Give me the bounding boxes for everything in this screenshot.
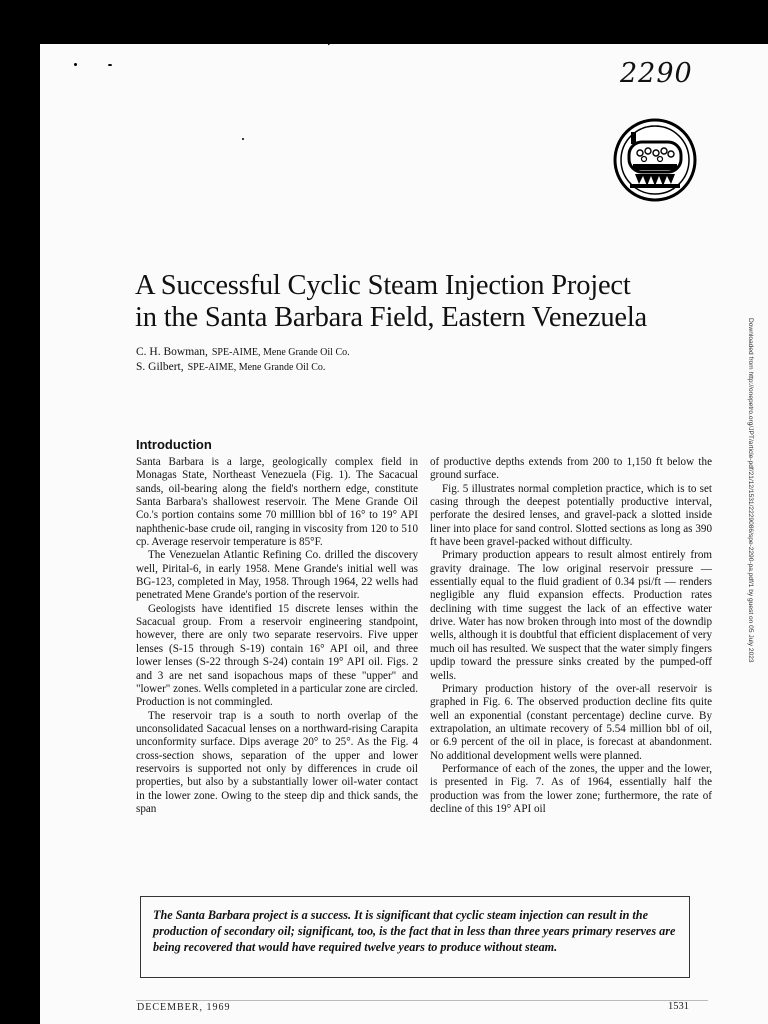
scan-speck [108, 64, 112, 66]
handwritten-paper-number: 2290 [620, 58, 693, 89]
scan-border-top [0, 0, 768, 44]
paragraph: Primary production appears to result almost entirely from gravity drainage. The low original reservoir pressure — essentially equal to the fluid gradient of 0.34 psi/ft — renders negligible any fluid expansion effects. Production rates declining with time suggest the lack of an effective water drive. Water has now broken through into most of the downdip wells, although it is doubtful that efficient displacement of very much oil has resulted. We suspect that the water simply fingers updip toward the pressure sinks created by the pumped-off wells. [430, 549, 713, 682]
spe-oil-tank-logo [613, 118, 697, 202]
callout-text: The Santa Barbara project is a success. It is significant that cyclic steam injection can result in the production of secondary oil; significant, too, is the fact that in less than three years primary reserves are being recovered that would have required twelve years to produce without steam. [153, 908, 676, 954]
text-column-right [430, 456, 712, 816]
paragraph: The Venezuelan Atlantic Refining Co. drilled the discovery well, Pirital-6, in early 1958. Mene Grande's initial well was BG-123, completed in May, 1958. Through 1964, 22 wells had penetrated Mene Grande's portion of the reservoir. [136, 549, 418, 602]
paragraph: Geologists have identified 15 discrete lenses within the Sacacual group. From a reservoir engineering standpoint, however, there are only two separate reservoirs. Five upper lenses (S-15 through S-19) contain 16° API oil, and three lower lenses (S-22 through S-24) contain 19° API oil. Figs. 2 and 3 are net sand isopachous maps of these "upper" and "lower" zones. Wells completed in a particular zone are circled. Production is not commingled. [136, 602, 418, 709]
scan-speck [242, 138, 244, 140]
author-affiliation: SPE-AIME, Mene Grande Oil Co. [187, 362, 326, 373]
footer-page-number: 1531 [668, 1001, 689, 1012]
text-column-left [136, 456, 418, 816]
download-note-text: Downloaded from http://onepetro.org/JPT/article-pdf/21/12/1531/2229086/spe-2290-pa.pdf/1 by guest on 05 July 2023 [747, 318, 754, 663]
paragraph: Primary production history of the over-all reservoir is graphed in Fig. 6. The observed production decline fits quite well an exponential (constant percentage) decline curve. By extrapolation, an ultimate recovery of 5.54 million bbl of oil, or 6.9 percent of the oil in place, is forecast at abandonment. No additional development wells were planned. [430, 682, 712, 762]
paragraph: The reservoir trap is a south to north overlap of the unconsolidated Sacacual lenses on a northward-rising Carapita unconformity surface. Dips average 20° to 25°. As the Fig. 4 cross-section shows, separation of the upper and lower reservoirs is supported not only by differences in crude oil properties, but also by a substantially lower oil-water contact in the lower zone. Owing to the steep dip and thick sands, the span [136, 709, 418, 815]
author-affiliation: SPE-AIME, Mene Grande Oil Co. [211, 347, 350, 358]
author-line [136, 361, 325, 373]
section-heading: Introduction [136, 437, 212, 452]
scan-speck [74, 63, 77, 66]
footer-date: DECEMBER, 1969 [137, 1002, 231, 1013]
download-watermark [742, 318, 754, 678]
footer-divider [136, 1000, 708, 1001]
scan-stroke [318, 18, 334, 48]
paragraph: Santa Barbara is a large, geologically complex field in Monagas State, Northeast Venezuela (Fig. 1). The Sacacual sands, oil-bearing along the field's northern edge, constitute Santa Barbara's shallowest reservoir. The Mene Grande Oil Co.'s portion contains some 70 milllion bbl of 16° to 19° API naphthenic-base crude oil, ranging in viscosity from 120 to 510 cp. Average reservoir temperature is 85°F. [136, 456, 418, 549]
paragraph: Fig. 5 illustrates normal completion practice, which is to set casing through the deepest potentially productive interval, perforate the desired lenses, and gravel-pack a slotted inside liner into place for sand control. Slotted sections as long as 390 ft have been gravel-packed without difficulty. [430, 482, 712, 549]
title-line: in the Santa Barbara Field, Eastern Venezuela [135, 302, 647, 333]
author-name: S. Gilbert, [136, 361, 184, 373]
author-name: C. H. Bowman, [136, 346, 208, 358]
callout-box [140, 896, 690, 978]
paragraph: Performance of each of the zones, the upper and the lower, is presented in Fig. 7. As of 1964, essentially half the production was from the lower zone; furthermore, the rate of decline of this 19° API oil [430, 762, 712, 815]
author-line [136, 346, 350, 358]
scan-border-left [0, 0, 40, 1024]
title-line: A Successful Cyclic Steam Injection Project [135, 270, 631, 301]
paragraph: of productive depths extends from 200 to 1,150 ft below the ground surface. [430, 456, 712, 482]
article-title [135, 270, 735, 334]
